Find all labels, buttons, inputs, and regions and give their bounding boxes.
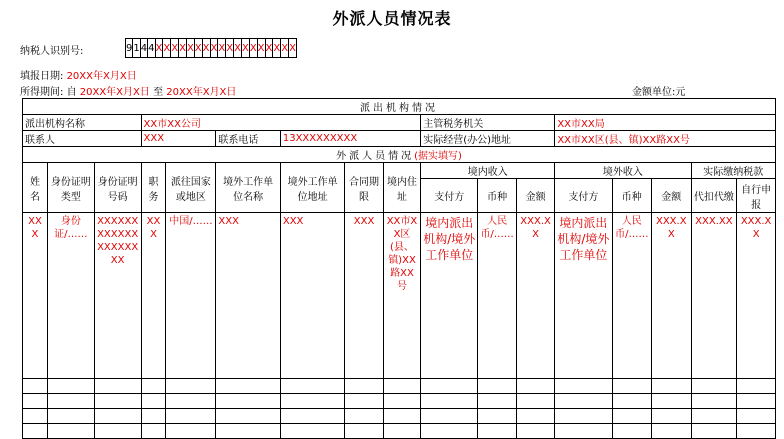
taxpayer-id-digit[interactable]: X bbox=[289, 39, 297, 58]
taxpayer-id-boxes bbox=[125, 38, 297, 58]
empty-cell[interactable] bbox=[555, 394, 612, 409]
col-abroad-address: 境外工作单位地址 bbox=[280, 163, 344, 213]
empty-cell[interactable] bbox=[516, 409, 554, 424]
empty-cell[interactable] bbox=[23, 424, 48, 439]
phone-label: 联系电话 bbox=[216, 131, 280, 147]
col-self-declare: 自行申报 bbox=[737, 179, 776, 213]
income-period-end[interactable]: 20XX年X月X日 bbox=[166, 87, 237, 98]
section2-note: (据实填写) bbox=[414, 151, 462, 162]
empty-cell[interactable] bbox=[280, 379, 344, 394]
cell-abroad-employer[interactable]: XXX bbox=[216, 213, 280, 379]
cell-id-type[interactable]: 身份证/…… bbox=[47, 213, 94, 379]
taxpayer-id-digit[interactable]: X bbox=[171, 39, 179, 58]
contact-value[interactable]: XXX bbox=[141, 131, 216, 147]
col-domestic-currency: 币种 bbox=[478, 179, 516, 213]
col-domestic-income: 境内收入 bbox=[421, 163, 555, 179]
taxpayer-id-digit[interactable]: 9 bbox=[126, 39, 133, 58]
empty-cell[interactable] bbox=[166, 394, 216, 409]
section2-title: 外派人员情况 bbox=[336, 151, 415, 162]
empty-cell[interactable] bbox=[47, 424, 94, 439]
empty-cell[interactable] bbox=[691, 424, 737, 439]
address-value[interactable]: XX市XX区(县、镇)XX路XX号 bbox=[555, 131, 776, 147]
col-dest-country: 派往国家或地区 bbox=[166, 163, 216, 213]
empty-cell[interactable] bbox=[94, 409, 141, 424]
col-id-type: 身份证明类型 bbox=[47, 163, 94, 213]
empty-cell[interactable] bbox=[652, 409, 692, 424]
empty-cell[interactable] bbox=[555, 424, 612, 439]
empty-cell[interactable] bbox=[280, 424, 344, 439]
empty-cell[interactable] bbox=[421, 379, 478, 394]
empty-cell[interactable] bbox=[737, 379, 776, 394]
empty-cell[interactable] bbox=[691, 379, 737, 394]
taxpayer-id-digit[interactable]: 1 bbox=[133, 39, 140, 58]
empty-cell[interactable] bbox=[737, 424, 776, 439]
org-name-value[interactable]: XX市XX公司 bbox=[141, 115, 421, 131]
col-id-no: 身份证明号码 bbox=[94, 163, 141, 213]
tax-authority-label: 主管税务机关 bbox=[421, 115, 555, 131]
empty-cell[interactable] bbox=[652, 394, 692, 409]
cell-contract-term[interactable]: XXX bbox=[345, 213, 383, 379]
expat-table bbox=[22, 98, 776, 439]
taxpayer-id-digit[interactable]: X bbox=[273, 39, 281, 58]
cell-foreign-currency[interactable]: 人民币/…… bbox=[612, 213, 652, 379]
empty-cell[interactable] bbox=[652, 379, 692, 394]
taxpayer-id-digit[interactable]: X bbox=[281, 39, 289, 58]
empty-cell[interactable] bbox=[383, 394, 420, 409]
section1-header: 派出机构情况 bbox=[23, 99, 776, 115]
income-period-from: 自 bbox=[66, 87, 77, 98]
empty-cell[interactable] bbox=[612, 424, 652, 439]
empty-cell[interactable] bbox=[612, 394, 652, 409]
empty-cell[interactable] bbox=[612, 409, 652, 424]
fill-date-value[interactable]: 20XX年X月X日 bbox=[66, 71, 137, 82]
col-name: 姓名 bbox=[23, 163, 48, 213]
empty-cell[interactable] bbox=[516, 394, 554, 409]
empty-cell[interactable] bbox=[516, 424, 554, 439]
taxpayer-id-digit[interactable]: X bbox=[194, 39, 202, 58]
empty-cell[interactable] bbox=[383, 409, 420, 424]
cell-dest-country[interactable]: 中国/…… bbox=[166, 213, 216, 379]
empty-cell[interactable] bbox=[47, 394, 94, 409]
col-foreign-payer: 支付方 bbox=[555, 179, 612, 213]
empty-cell[interactable] bbox=[141, 379, 166, 394]
col-actual-tax: 实际缴纳税款 bbox=[691, 163, 775, 179]
col-foreign-currency: 币种 bbox=[612, 179, 652, 213]
income-period-line bbox=[20, 83, 236, 98]
empty-cell[interactable] bbox=[216, 394, 280, 409]
empty-cell[interactable] bbox=[280, 409, 344, 424]
section2-header bbox=[23, 147, 776, 163]
taxpayer-id-digit[interactable]: X bbox=[155, 39, 163, 58]
col-contract-term: 合同期限 bbox=[345, 163, 383, 213]
income-period-to: 至 bbox=[153, 87, 164, 98]
col-foreign-amount: 金额 bbox=[652, 179, 692, 213]
empty-cell[interactable] bbox=[94, 394, 141, 409]
empty-cell[interactable] bbox=[345, 379, 383, 394]
empty-cell[interactable] bbox=[478, 409, 516, 424]
phone-value[interactable]: 13XXXXXXXXX bbox=[280, 131, 420, 147]
cell-abroad-address[interactable]: XXX bbox=[280, 213, 344, 379]
fill-date-label: 填报日期: bbox=[20, 71, 64, 82]
amount-unit: 金额单位:元 bbox=[632, 87, 686, 98]
org-name-label: 派出机构名称 bbox=[23, 115, 142, 131]
taxpayer-id-digit[interactable]: X bbox=[257, 39, 265, 58]
empty-cell[interactable] bbox=[737, 394, 776, 409]
col-abroad-employer: 境外工作单位名称 bbox=[216, 163, 280, 213]
taxpayer-id-digit[interactable]: X bbox=[179, 39, 187, 58]
empty-cell[interactable] bbox=[555, 409, 612, 424]
address-label: 实际经营(办公)地址 bbox=[421, 131, 555, 147]
taxpayer-id-digit[interactable]: X bbox=[234, 39, 242, 58]
taxpayer-id-digit[interactable]: X bbox=[202, 39, 210, 58]
taxpayer-id-digit[interactable]: X bbox=[241, 39, 249, 58]
cell-self-declare[interactable]: XXX.XX bbox=[737, 213, 776, 379]
cell-foreign-payer[interactable]: 境内派出机构/境外工作单位 bbox=[555, 213, 612, 379]
empty-cell[interactable] bbox=[216, 424, 280, 439]
cell-position[interactable]: XXX bbox=[141, 213, 166, 379]
empty-cell[interactable] bbox=[691, 409, 737, 424]
tax-authority-value[interactable]: XX市XX局 bbox=[555, 115, 776, 131]
empty-cell[interactable] bbox=[421, 394, 478, 409]
page-title: 外派人员情况表 bbox=[332, 9, 452, 28]
col-domestic-residence: 境内住址 bbox=[383, 163, 420, 213]
empty-cell[interactable] bbox=[478, 424, 516, 439]
empty-cell[interactable] bbox=[345, 424, 383, 439]
cell-foreign-amount[interactable]: XXX.XX bbox=[652, 213, 692, 379]
cell-name[interactable]: XXX bbox=[23, 213, 48, 379]
empty-cell[interactable] bbox=[166, 379, 216, 394]
empty-cell[interactable] bbox=[141, 409, 166, 424]
empty-cell[interactable] bbox=[345, 409, 383, 424]
col-foreign-income: 境外收入 bbox=[555, 163, 691, 179]
empty-cell[interactable] bbox=[23, 409, 48, 424]
col-withhold: 代扣代缴 bbox=[691, 179, 737, 213]
empty-cell[interactable] bbox=[94, 424, 141, 439]
empty-cell[interactable] bbox=[478, 379, 516, 394]
taxpayer-id-digit[interactable]: X bbox=[226, 39, 234, 58]
col-domestic-payer: 支付方 bbox=[421, 179, 478, 213]
contact-label: 联系人 bbox=[23, 131, 142, 147]
taxpayer-id-digit[interactable]: X bbox=[163, 39, 171, 58]
table-row bbox=[23, 213, 776, 379]
col-domestic-amount: 金额 bbox=[516, 179, 554, 213]
empty-cell[interactable] bbox=[47, 409, 94, 424]
taxpayer-id-digit[interactable]: X bbox=[249, 39, 257, 58]
empty-cell[interactable] bbox=[216, 379, 280, 394]
income-period-label: 所得期间: bbox=[20, 87, 64, 98]
empty-cell[interactable] bbox=[383, 424, 420, 439]
taxpayer-id-digit[interactable]: X bbox=[218, 39, 226, 58]
taxpayer-id-digit[interactable]: 4 bbox=[140, 39, 147, 58]
empty-cell[interactable] bbox=[421, 409, 478, 424]
empty-cell[interactable] bbox=[421, 424, 478, 439]
empty-cell[interactable] bbox=[166, 424, 216, 439]
empty-cell[interactable] bbox=[345, 394, 383, 409]
table-row bbox=[23, 379, 776, 394]
cell-id-no[interactable]: XXXXXXXXXXXXXXXXXXXX bbox=[94, 213, 141, 379]
empty-cell[interactable] bbox=[555, 379, 612, 394]
empty-cell[interactable] bbox=[23, 379, 48, 394]
taxpayer-id-digit[interactable]: X bbox=[265, 39, 273, 58]
fill-date-line bbox=[20, 67, 137, 82]
cell-domestic-currency[interactable]: 人民币/…… bbox=[478, 213, 516, 379]
empty-cell[interactable] bbox=[141, 394, 166, 409]
empty-cell[interactable] bbox=[47, 379, 94, 394]
empty-cell[interactable] bbox=[691, 394, 737, 409]
empty-cell[interactable] bbox=[652, 424, 692, 439]
empty-cell[interactable] bbox=[737, 409, 776, 424]
empty-cell[interactable] bbox=[612, 379, 652, 394]
table-row bbox=[23, 394, 776, 409]
cell-domestic-amount[interactable]: XXX.XX bbox=[516, 213, 554, 379]
cell-domestic-residence[interactable]: XX市XX区(县、镇)XX路XX号 bbox=[383, 213, 420, 379]
empty-cell[interactable] bbox=[166, 409, 216, 424]
table-row bbox=[23, 409, 776, 424]
table-row bbox=[23, 424, 776, 439]
col-position: 职务 bbox=[141, 163, 166, 213]
empty-cell[interactable] bbox=[216, 409, 280, 424]
empty-cell[interactable] bbox=[383, 379, 420, 394]
empty-cell[interactable] bbox=[280, 394, 344, 409]
income-period-start[interactable]: 20XX年X月X日 bbox=[79, 87, 150, 98]
taxpayer-id-label: 纳税人识别号: bbox=[20, 46, 84, 57]
cell-domestic-payer[interactable]: 境内派出机构/境外工作单位 bbox=[421, 213, 478, 379]
empty-cell[interactable] bbox=[23, 394, 48, 409]
empty-cell[interactable] bbox=[94, 379, 141, 394]
empty-cell[interactable] bbox=[141, 424, 166, 439]
taxpayer-id-digit[interactable]: X bbox=[186, 39, 194, 58]
taxpayer-id-digit[interactable]: X bbox=[210, 39, 218, 58]
taxpayer-id-digit[interactable]: 4 bbox=[148, 39, 155, 58]
cell-withhold[interactable]: XXX.XX bbox=[691, 213, 737, 379]
empty-cell[interactable] bbox=[478, 394, 516, 409]
empty-cell[interactable] bbox=[516, 379, 554, 394]
